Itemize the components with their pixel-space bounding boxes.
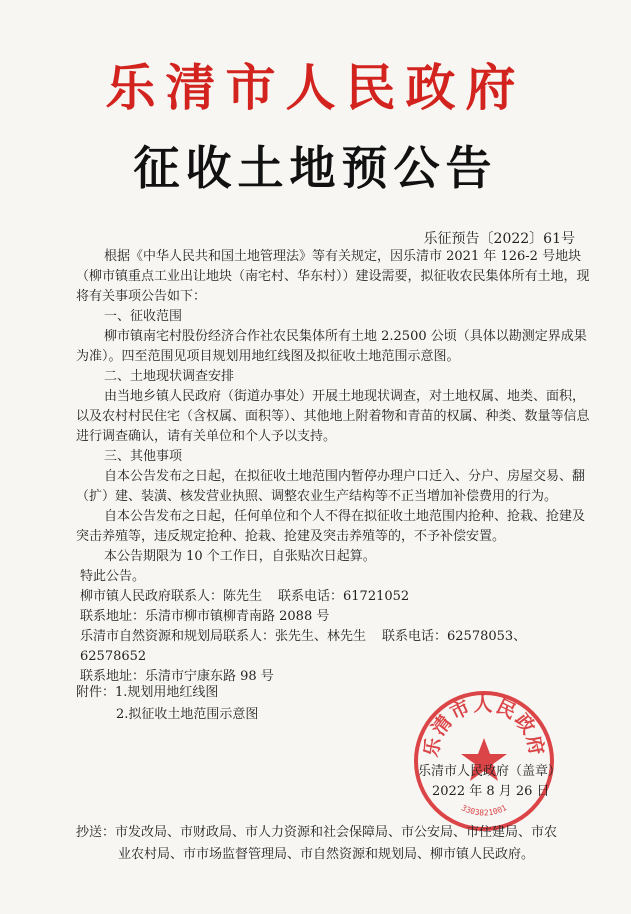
section3-para3: 本公告期限为 10 个工作日，自张贴次日起算。: [104, 549, 376, 564]
issuer-title: 乐清市人民政府: [105, 59, 526, 117]
special-notice: 特此公告。: [80, 569, 146, 584]
town-address: 联系地址：乐清市柳市镇柳青南路 2088 号: [80, 609, 330, 624]
section3-para1: 自本公告发布之日起，在拟征收土地范围内暂停办理户口迁入、分户、房屋交易、翻（扩）建、装潢、核发营业执照、调整农业生产结构等不正当增加补偿费用的行为。: [76, 469, 586, 504]
town-contact-line: [76, 587, 590, 607]
cc-list: [76, 822, 590, 866]
cc-line-2: 业农村局、市市场监督管理局、市自然资源和规划局、柳市镇人民政府。: [118, 847, 535, 862]
town-phone: 联系电话：61721052: [278, 589, 410, 604]
notice-body: [76, 247, 590, 687]
official-seal: [409, 686, 562, 836]
section1-heading: 一、征收范围: [104, 309, 183, 324]
town-contact: 柳市镇人民政府联系人：陈先生: [80, 589, 263, 604]
document-number: 乐征预告〔2022〕61号: [423, 231, 575, 247]
bureau-phone: 联系电话：62578053、62578652: [80, 629, 527, 664]
section3-heading: 三、其他事项: [104, 449, 183, 464]
signature-issuer: 乐清市人民政府（盖章）: [418, 764, 562, 779]
seal-text: 乐清市人民政府: [420, 693, 548, 759]
section2-text: 由当地乡镇人民政府（街道办事处）开展土地现状调查，对土地权属、地类、面积，以及农村村民住宅（含权属、面积等）、其他地上附着物和青苗的权属、种类、数量等信息进行调查确认，请有关单位和个人予以支持。: [76, 389, 590, 444]
seal-code: 3303821001: [459, 803, 509, 818]
section2-heading: 二、土地现状调查安排: [104, 369, 235, 384]
attachments-label: 附件：: [76, 685, 116, 700]
bureau-address: 联系地址：乐清市宁康东路 98 号: [80, 669, 274, 684]
bureau-contact-line: [76, 627, 590, 667]
signature-date: 2022 年 8 月 26 日: [432, 784, 550, 799]
intro-paragraph: 根据《中华人民共和国土地管理法》等有关规定，因乐清市 2021 年 126-2 号地块（柳市镇重点工业出让地块（南宅村、华东村））建设需要，拟征收农民集体所有土地，现将有关事项公告如下：: [76, 249, 590, 304]
section3-para2: 自本公告发布之日起，任何单位和个人不得在拟征收土地范围内抢种、抢栽、抢建及突击养殖等，违反规定抢种、抢栽、抢建及突击养殖等的，不予补偿安置。: [76, 509, 586, 544]
attachment-line-1: [76, 682, 258, 704]
section1-text: 柳市镇南宅村股份经济合作社农民集体所有土地 2.2500 公顷（具体以勘测定界成果为准）。四至范围见项目规划用地红线图及拟征收土地范围示意图。: [76, 329, 587, 364]
svg-text:3303821001: [460, 803, 508, 817]
signature-block: [418, 762, 561, 802]
attachment-2: 2.拟征收土地范围示意图: [116, 707, 259, 722]
bureau-contact: 乐清市自然资源和规划局联系人：张先生、林先生: [80, 629, 367, 644]
attachments: [76, 682, 258, 726]
notice-title: 征收土地预公告: [133, 141, 498, 195]
attachment-1: 1.规划用地红线图: [115, 685, 219, 700]
cc-line-1: 抄送：市发改局、市财政局、市人力资源和社会保障局、市公安局、市住建局、市农: [76, 825, 558, 840]
